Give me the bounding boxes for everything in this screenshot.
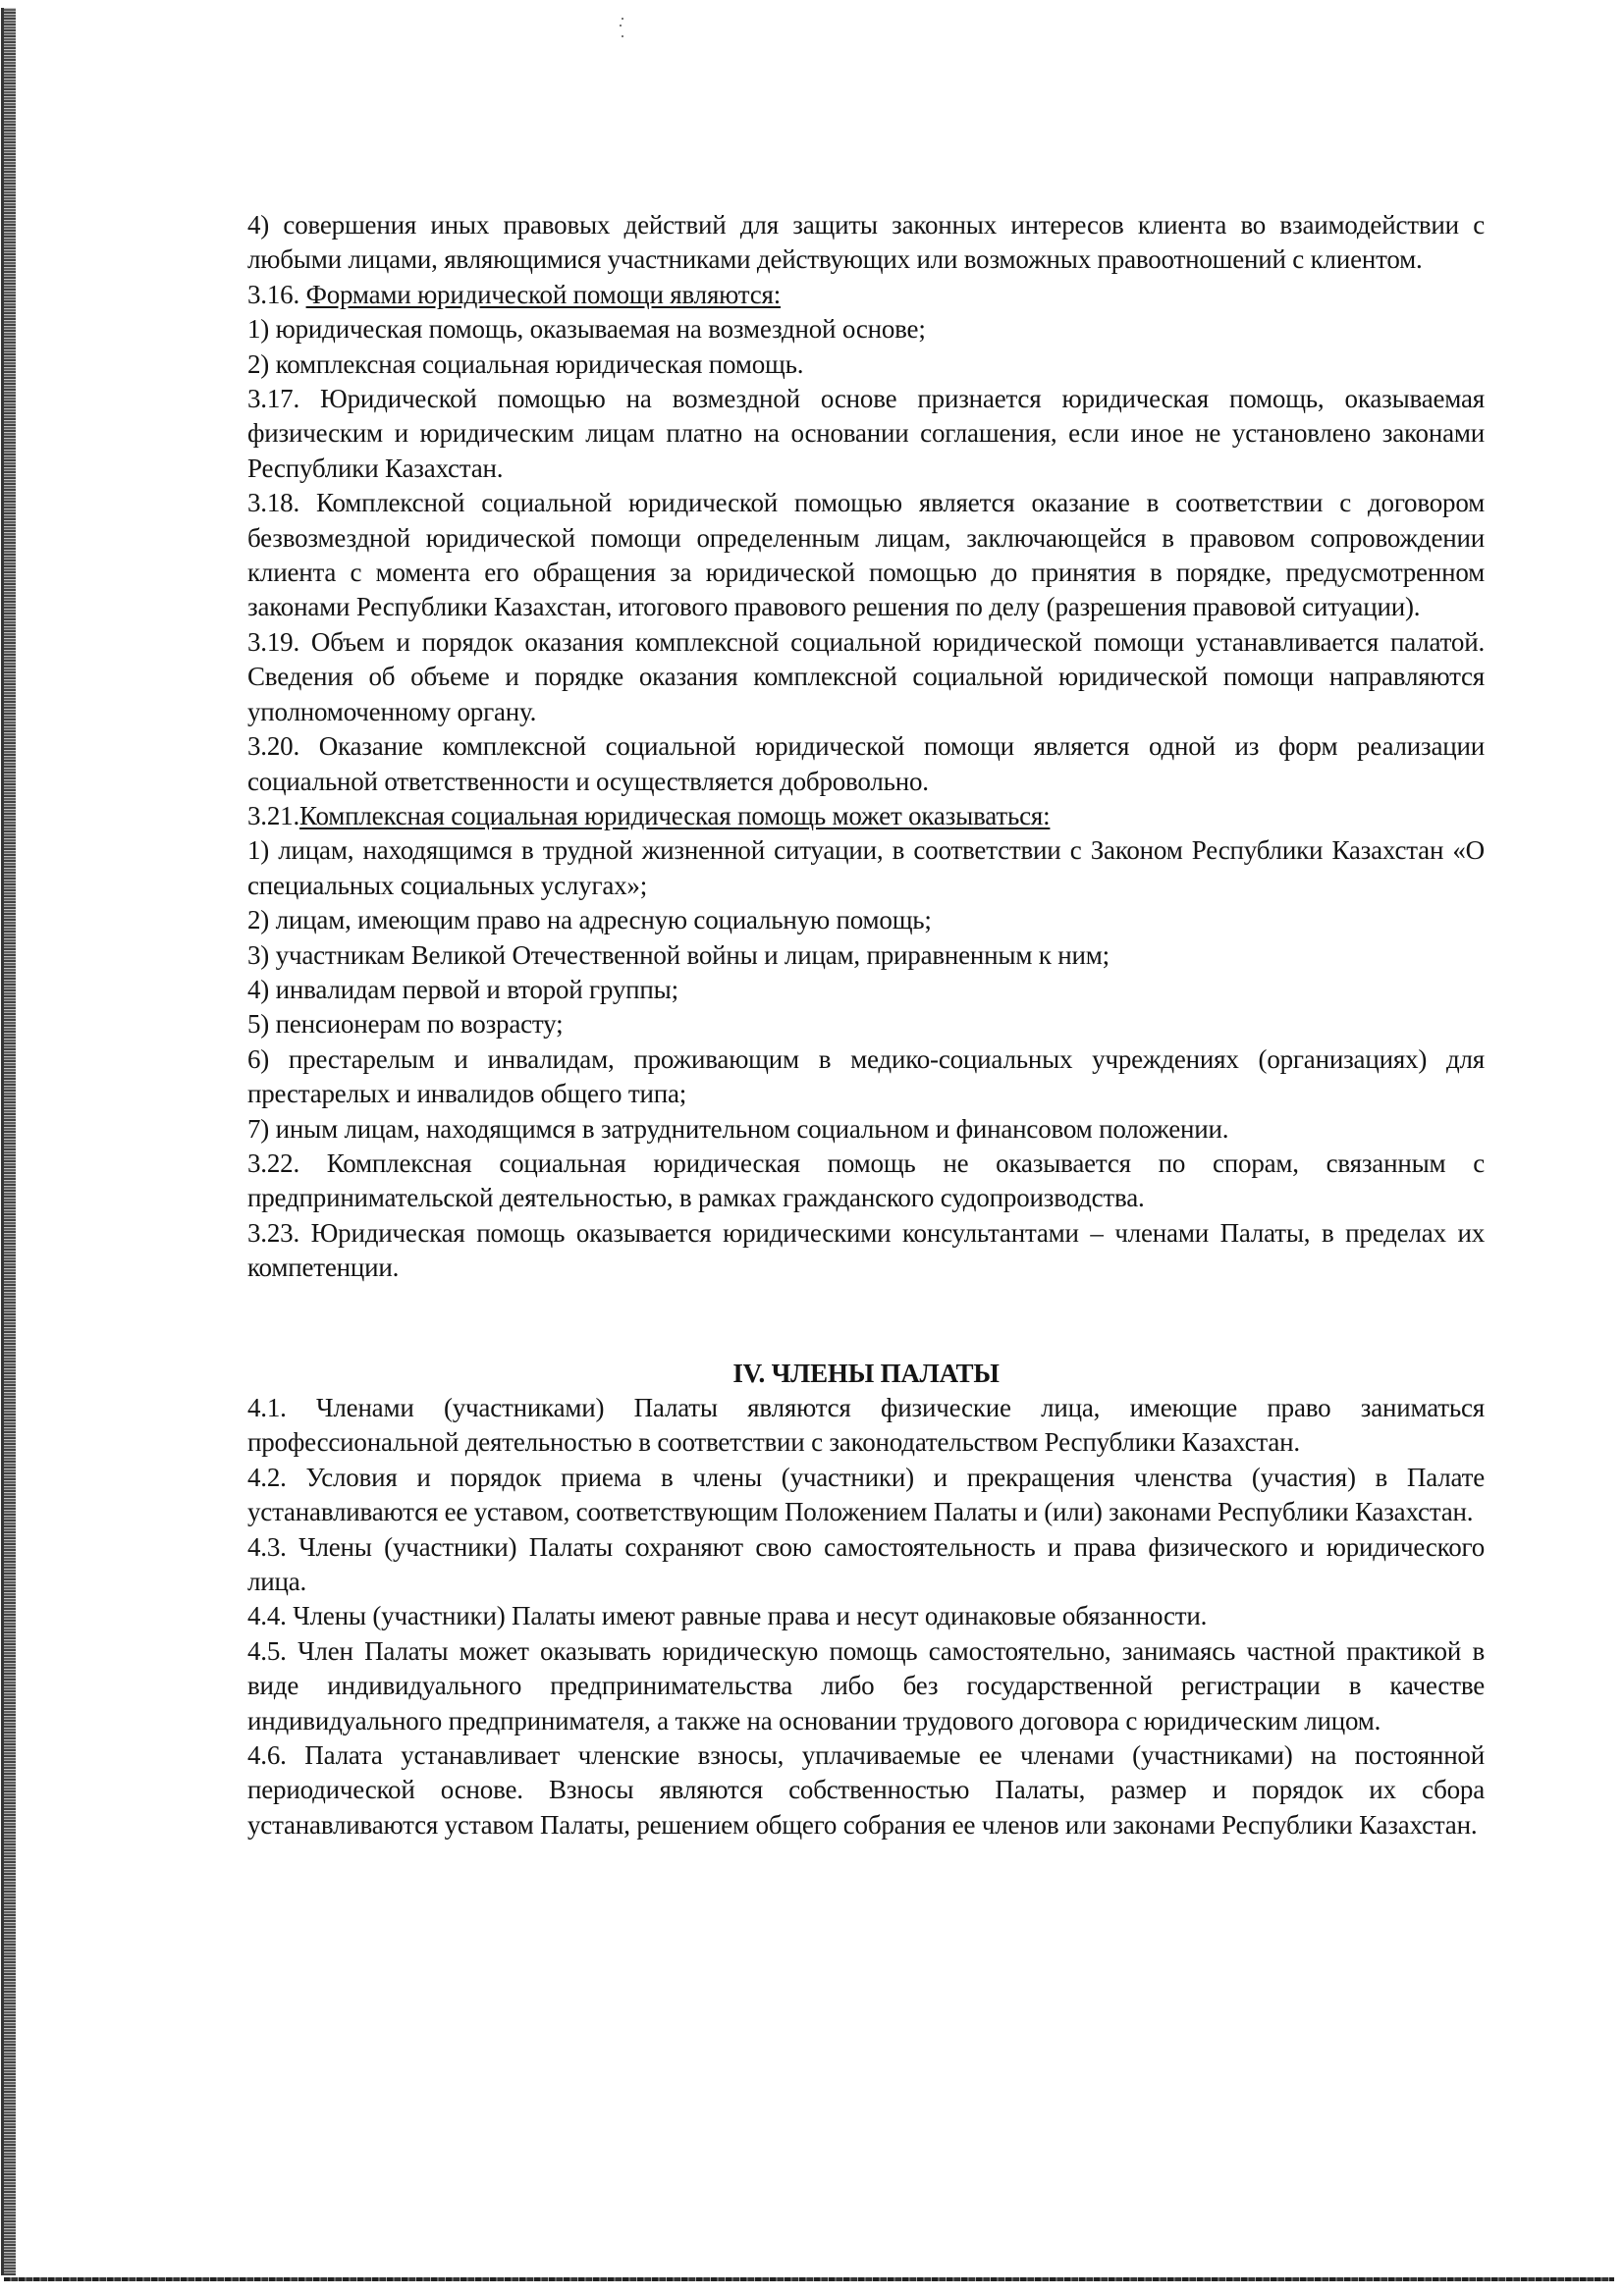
paragraph-3-21-item-7: 7) иным лицам, находящимся в затруднительном социальном и финансовом положении.	[247, 1113, 1229, 1144]
paragraph-3-21-item-5: 5) пенсионерам по возрасту;	[247, 1009, 564, 1040]
paragraph-3-16-item-1: 1) юридическая помощь, оказываемая на возмездной основе;	[247, 314, 926, 345]
scan-edge-bottom	[4, 2277, 1614, 2281]
paragraph-4-3: 4.3. Члены (участники) Палаты сохраняют свою самостоятельность и права физического и юридического лица.	[247, 1531, 1485, 1597]
paragraph-3-16-item-2: 2) комплексная социальная юридическая помощь.	[247, 348, 804, 379]
clause-number: 3.16.	[247, 279, 300, 309]
paragraph-3-21-item-3: 3) участникам Великой Отечественной войны и лицам, приравненным к ним;	[247, 939, 1110, 970]
scan-speck	[620, 25, 622, 27]
paragraph-3-15-item-4: 4) совершения иных правовых действий для защиты законных интересов клиента во взаимодействии с любыми лицами, являющимися участниками действующих или возможных правоотношений с клиентом.	[247, 210, 1485, 275]
paragraph-4-4: 4.4. Члены (участники) Палаты имеют равные права и несут одинаковые обязанности.	[247, 1601, 1208, 1631]
paragraph-3-18: 3.18. Комплексной социальной юридической помощью является оказание в соответствии с договором безвозмездной юридической помощи определенным лицам, заключающейся в правовом сопровождении клиента с момента его обращения за юридической помощью до принятия в порядке, предусмотренном законами Республики Казахстан, итогового правового решения по делу (разрешения правовой ситуации).	[247, 488, 1485, 622]
paragraph-3-21-item-6: 6) престарелым и инвалидам, проживающим в медико-социальных учреждениях (организациях) для престарелых и инвалидов общего типа;	[247, 1043, 1485, 1109]
paragraph-4-1: 4.1. Членами (участниками) Палаты являются физические лица, имеющие право заниматься профессиональной деятельностью в соответствии с законодательством Республики Казахстан.	[247, 1393, 1485, 1458]
scan-edge-left	[4, 8, 16, 2275]
paragraph-3-16	[247, 278, 1485, 312]
paragraph-3-21-item-4: 4) инвалидам первой и второй группы;	[247, 974, 678, 1004]
paragraph-3-17: 3.17. Юридической помощью на возмездной основе признается юридическая помощь, оказываемая физическим и юридическим лицам платно на основании соглашения, если иное не установлено законами Республики Казахстан.	[247, 384, 1485, 483]
paragraph-3-21-item-2: 2) лицам, имеющим право на адресную социальную помощь;	[247, 905, 932, 935]
clause-heading-underlined: Комплексная социальная юридическая помощь может оказываться:	[299, 800, 1051, 830]
paragraph-4-2: 4.2. Условия и порядок приема в члены (участники) и прекращения членства (участия) в Палате устанавливаются ее уставом, соответствующим Положением Палаты и (или) законами Республики Казахстан.	[247, 1462, 1485, 1527]
paragraph-3-23: 3.23. Юридическая помощь оказывается юридическими консультантами – членами Палаты, в пределах их компетенции.	[247, 1217, 1485, 1283]
paragraph-3-21-item-1: 1) лицам, находящимся в трудной жизненной ситуации, в соответствии с Законом Республики Казахстан «О специальных социальных услугах»;	[247, 835, 1485, 900]
paragraph-3-22: 3.22. Комплексная социальная юридическая помощь не оказывается по спорам, связанным с предпринимательской деятельностью, в рамках гражданского судопроизводства.	[247, 1148, 1485, 1213]
paragraph-3-20: 3.20. Оказание комплексной социальной юридической помощи является одной из форм реализации социальной ответственности и осуществляется добровольно.	[247, 731, 1485, 796]
clause-heading-underlined: Формами юридической помощи являются:	[305, 279, 782, 309]
paragraph-4-5: 4.5. Член Палаты может оказывать юридическую помощь самостоятельно, занимаясь частной практикой в виде индивидуального предпринимательства либо без государственной регистрации в качестве индивидуального предпринимателя, а также на основании трудового договора с юридическим лицом.	[247, 1635, 1485, 1735]
section-4-title: IV. ЧЛЕНЫ ПАЛАТЫ	[732, 1358, 1000, 1388]
paragraph-4-6: 4.6. Палата устанавливает членские взносы, уплачиваемые ее членами (участниками) на постоянной периодической основе. Взносы являются собственностью Палаты, размер и порядок их сбора устанавливаются уставом Палаты, решением общего собрания ее членов или законами Республики Казахстан.	[247, 1740, 1485, 1840]
clause-number: 3.21.	[247, 800, 300, 830]
scan-speck	[622, 35, 623, 37]
paragraph-3-19: 3.19. Объем и порядок оказания комплексной социальной юридической помощи устанавливается палатой. Сведения об объеме и порядке оказания комплексной социальной юридической помощи направляются уполномоченному органу.	[247, 626, 1485, 726]
paragraph-3-21	[247, 799, 1485, 833]
scan-speck	[622, 18, 623, 20]
document-page	[247, 208, 1485, 1842]
